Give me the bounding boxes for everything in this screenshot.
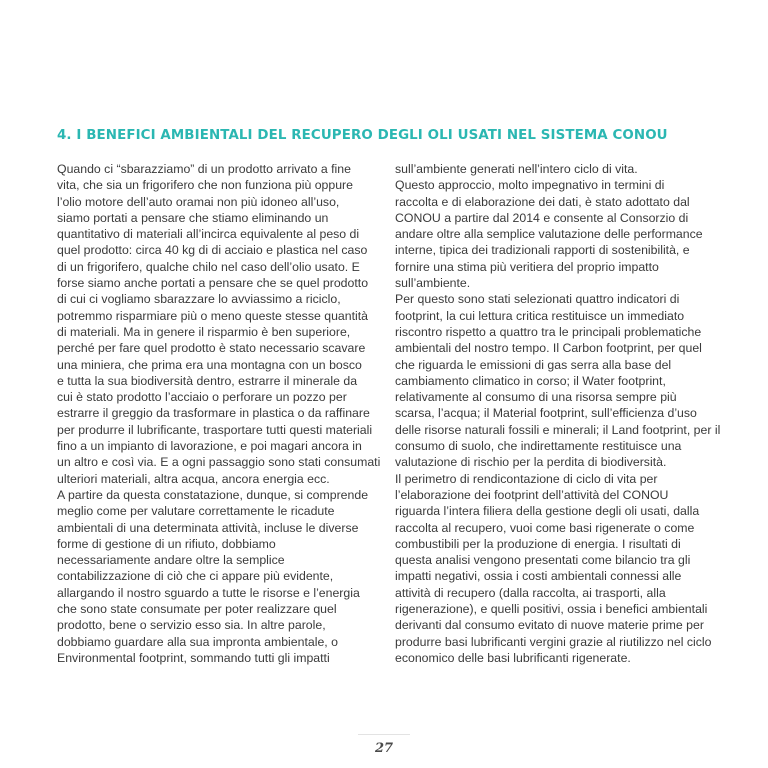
text-line: questa analisi vengono presentati come bilancio tra gli bbox=[395, 553, 691, 568]
text-line: estrarre il greggio da trasformare in plastica o da raffinare bbox=[57, 406, 370, 421]
text-line: consumo di suolo, che indirettamente restituisce una bbox=[395, 439, 682, 454]
text-column-right bbox=[395, 161, 720, 666]
text-line: rigenerazione), e quelli positivi, ossia i benefici ambientali bbox=[395, 602, 708, 617]
text-line: andare oltre alla semplice valutazione delle performance bbox=[395, 227, 703, 242]
text-line: combustibili per la produzione di energia. I risultati di bbox=[395, 536, 681, 551]
text-line: che sono state consumate per poter realizzare quel bbox=[57, 602, 337, 617]
text-line: necessariamente andare oltre la semplice bbox=[57, 553, 285, 568]
text-line: impatti negativi, ossia i costi ambientali connessi alle bbox=[395, 569, 682, 584]
text-line: ambientali del nostro tempo. Il Carbon footprint, per quel bbox=[395, 341, 702, 356]
text-line: fino a un impianto di lavorazione, e poi magari ancora in bbox=[57, 439, 362, 454]
text-line: quel prodotto: circa 40 kg di di acciaio e plastica nel caso bbox=[57, 243, 368, 258]
text-line: CONOU a partire dal 2014 e consente al Consorzio di bbox=[395, 210, 689, 225]
text-line: fornire una stima più veritiera del proprio impatto bbox=[395, 259, 659, 274]
text-line: quantitativo di materiali all’incirca equivalente al peso di bbox=[57, 227, 360, 242]
text-line: prodotto, bene o servizio esso sia. In altre parole, bbox=[57, 618, 326, 633]
text-line: per produrre il lubrificante, trasportare tutti questi materiali bbox=[57, 422, 373, 437]
text-line: che riguarda le emissioni di gas serra alla base del bbox=[395, 357, 672, 372]
text-line: forse siamo anche portati a pensare che se quel prodotto bbox=[57, 276, 369, 291]
text-line: Per questo sono stati selezionati quattro indicatori di bbox=[395, 292, 680, 307]
text-line: interne, tipica dei tradizionali rapporti di sostenibilità, e bbox=[395, 243, 690, 258]
text-line: derivanti dal consumo evitato di nuove materie prime per bbox=[395, 618, 704, 633]
text-line: forme di gestione di un rifiuto, dobbiamo bbox=[57, 536, 276, 551]
page-divider bbox=[358, 734, 410, 735]
text-line: meglio come per valutare correttamente le ricadute bbox=[57, 504, 335, 519]
text-line: Quando ci “sbarazziamo” di un prodotto arrivato a fine bbox=[57, 162, 351, 176]
text-line: una miniera, che prima era una montagna con un bosco bbox=[57, 357, 362, 372]
text-line: A partire da questa constatazione, dunque, si comprende bbox=[57, 487, 369, 502]
text-line: di cui ci vogliamo sbarazzare lo avviassimo a riciclo, bbox=[57, 292, 341, 307]
text-line: raccolta al recupero, vuoi come basi rigenerate o come bbox=[395, 520, 695, 535]
text-line: l’olio motore dell’auto oramai non più idoneo all’uso, bbox=[57, 194, 340, 209]
text-line: potremmo risparmiare più o meno queste stesse quantità bbox=[57, 308, 368, 323]
text-line: un altro e così via. E a ogni passaggio sono stati consumati bbox=[57, 455, 381, 470]
text-line: valutazione di rischio per la perdita di biodiversità. bbox=[395, 455, 667, 470]
text-line: ambientali di una determinata attività, incluse le diverse bbox=[57, 520, 359, 535]
text-line: cambiamento climatico in corso; il Water footprint, bbox=[395, 373, 666, 388]
text-line: riguarda l’intera filiera della gestione degli oli usati, dalla bbox=[395, 504, 700, 519]
text-line: l’elaborazione dei footprint dell’attività del CONOU bbox=[395, 487, 669, 502]
text-line: sull’ambiente generati nell’intero ciclo di vita. bbox=[395, 162, 638, 176]
text-line: Environmental footprint, sommando tutti gli impatti bbox=[57, 650, 330, 665]
text-line: perché per fare quel prodotto è stato necessario scavare bbox=[57, 341, 366, 356]
text-column-left bbox=[57, 161, 392, 666]
text-line: Il perimetro di rendicontazione di ciclo di vita per bbox=[395, 471, 658, 486]
text-line: cui è stato prodotto l’acciaio o perforare un pozzo per bbox=[57, 390, 347, 405]
text-line: relativamente al consumo di una risorsa sempre più bbox=[395, 390, 677, 405]
text-line: footprint, la cui lettura critica restituisce un immediato bbox=[395, 308, 685, 323]
text-line: contabilizzazione di ciò che ci appare più evidente, bbox=[57, 569, 334, 584]
text-line: delle risorse naturali fossili e minerali; il Land footprint, per il bbox=[395, 422, 721, 437]
text-line: raccolta e di elaborazione dei dati, è stato adottato dal bbox=[395, 194, 690, 209]
text-line: ulteriori materiali, altra acqua, ancora energia ecc. bbox=[57, 471, 330, 486]
text-line: produrre basi lubrificanti vergini grazie al riutilizzo nel ciclo bbox=[395, 634, 712, 649]
text-line: dobbiamo guardare alla sua impronta ambientale, o bbox=[57, 634, 338, 649]
text-line: e tutta la sua biodiversità dentro, estrarre il minerale da bbox=[57, 373, 358, 388]
text-line: scarsa, l’acqua; il Material footprint, sull’efficienza d’uso bbox=[395, 406, 697, 421]
text-line: vita, che sia un frigorifero che non funziona più oppure bbox=[57, 178, 353, 193]
page-number: 27 bbox=[374, 741, 394, 756]
text-line: di materiali. Ma in genere il risparmio è ben superiore, bbox=[57, 324, 351, 339]
text-line: economico delle basi lubrificanti rigenerate. bbox=[395, 650, 631, 665]
text-line: di un frigorifero, qualche chilo nel caso dell’olio usato. E bbox=[57, 259, 360, 274]
section-title: 4. I BENEFICI AMBIENTALI DEL RECUPERO DEGLI OLI USATI NEL SISTEMA CONOU bbox=[57, 128, 668, 143]
text-line: siamo portati a pensare che stiamo eliminando un bbox=[57, 210, 329, 225]
text-line: attività di recupero (dalla raccolta, ai trasporti, alla bbox=[395, 585, 666, 600]
text-line: riscontro rispetto a quattro tra le principali problematiche bbox=[395, 324, 702, 339]
text-line: allargando il nostro sguardo a tutte le risorse e l’energia bbox=[57, 585, 360, 600]
text-line: Questo approccio, molto impegnativo in termini di bbox=[395, 178, 665, 193]
text-line: sull’ambiente. bbox=[395, 276, 471, 291]
